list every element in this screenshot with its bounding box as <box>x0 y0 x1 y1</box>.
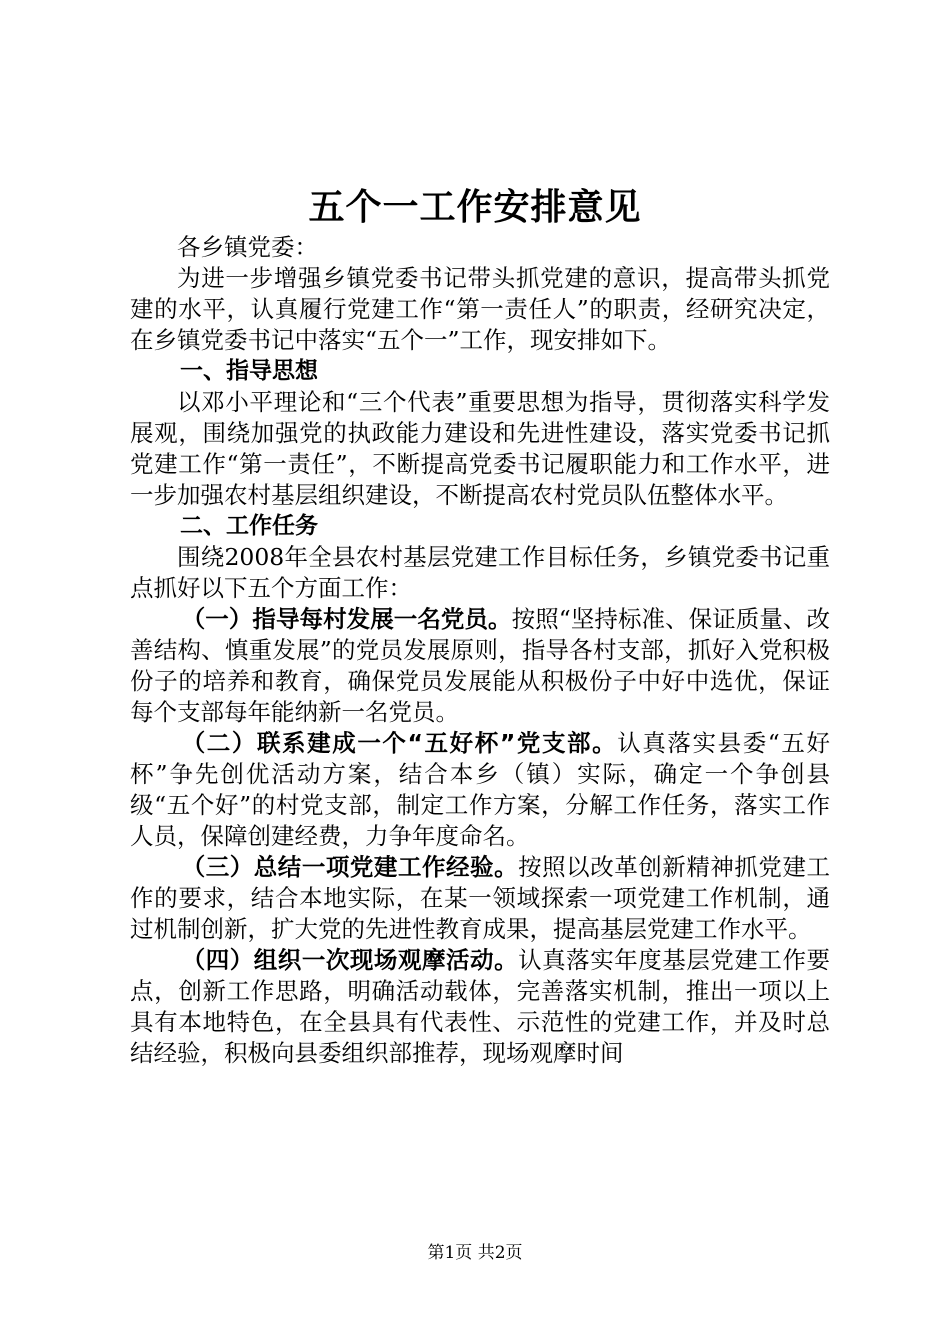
task-item-4 <box>130 945 830 1069</box>
task-item-3 <box>130 852 830 945</box>
task-item-4-text: 认真落实年度基层党建工作要点，创新工作思路，明确活动载体，完善落实机制，推出一项以上具有本地特色，在全县具有代表性、示范性的党建工作，并及时总结经验，积极向县委组织部推荐，现场观摩时间 <box>130 946 830 1067</box>
document-title: 五个一工作安排意见 <box>308 187 642 228</box>
task-item-2 <box>130 728 830 852</box>
task-item-1-text: 按照“坚持标准、保证质量、改善结构、慎重发展”的党员发展原则，指导各村支部，抓好入党积极份子的培养和教育，确保党员发展能从积极份子中好中选优，保证每个支部每年能纳新一名党员。 <box>130 605 831 726</box>
task-item-3-lead: （三）总结一项党建工作经验。 <box>181 853 519 881</box>
section-heading-guiding-thought: 一、指导思想 <box>180 358 318 384</box>
task-item-2-text: 认真落实县委“五好杯”争先创优活动方案，结合本乡（镇）实际，确定一个争创县级“五个好”的村党支部，制定工作方案，分解工作任务，落实工作人员，保障创建经费，力争年度命名。 <box>130 729 831 850</box>
task-item-4-lead: （四）组织一次现场观摩活动。 <box>181 946 519 974</box>
work-tasks-paragraph: 围绕2008年全县农村基层党建工作目标任务，乡镇党委书记重点抓好以下五个方面工作： <box>130 543 830 602</box>
salutation: 各乡镇党委： <box>177 233 318 261</box>
document-body <box>130 232 830 1069</box>
task-item-1-lead: （一）指导每村发展一名党员。 <box>181 605 512 633</box>
task-item-1 <box>130 604 830 728</box>
guiding-thought-paragraph: 以邓小平理论和“三个代表”重要思想为指导，贯彻落实科学发展观，围绕加强党的执政能力建设和先进性建设，落实党委书记抓党建工作“第一责任”，不断提高党委书记履职能力和工作水平，进一步加强农村基层组织建设，不断提高农村党员队伍整体水平。 <box>130 388 830 509</box>
task-item-2-lead: （二）联系建成一个“五好杯”党支部。 <box>181 729 618 757</box>
section-heading-work-tasks: 二、工作任务 <box>180 513 318 539</box>
intro-paragraph: 为进一步增强乡镇党委书记带头抓党建的意识，提高带头抓党建的水平，认真履行党建工作“第一责任人”的职责，经研究决定，在乡镇党委书记中落实“五个一”工作，现安排如下。 <box>130 264 830 354</box>
task-item-3-text: 按照以改革创新精神抓党建工作的要求，结合本地实际，在某一领域探索一项党建工作机制，通过机制创新，扩大党的先进性教育成果，提高基层党建工作水平。 <box>130 853 830 943</box>
page-number-footer: 第1页 共2页 <box>427 1243 523 1263</box>
